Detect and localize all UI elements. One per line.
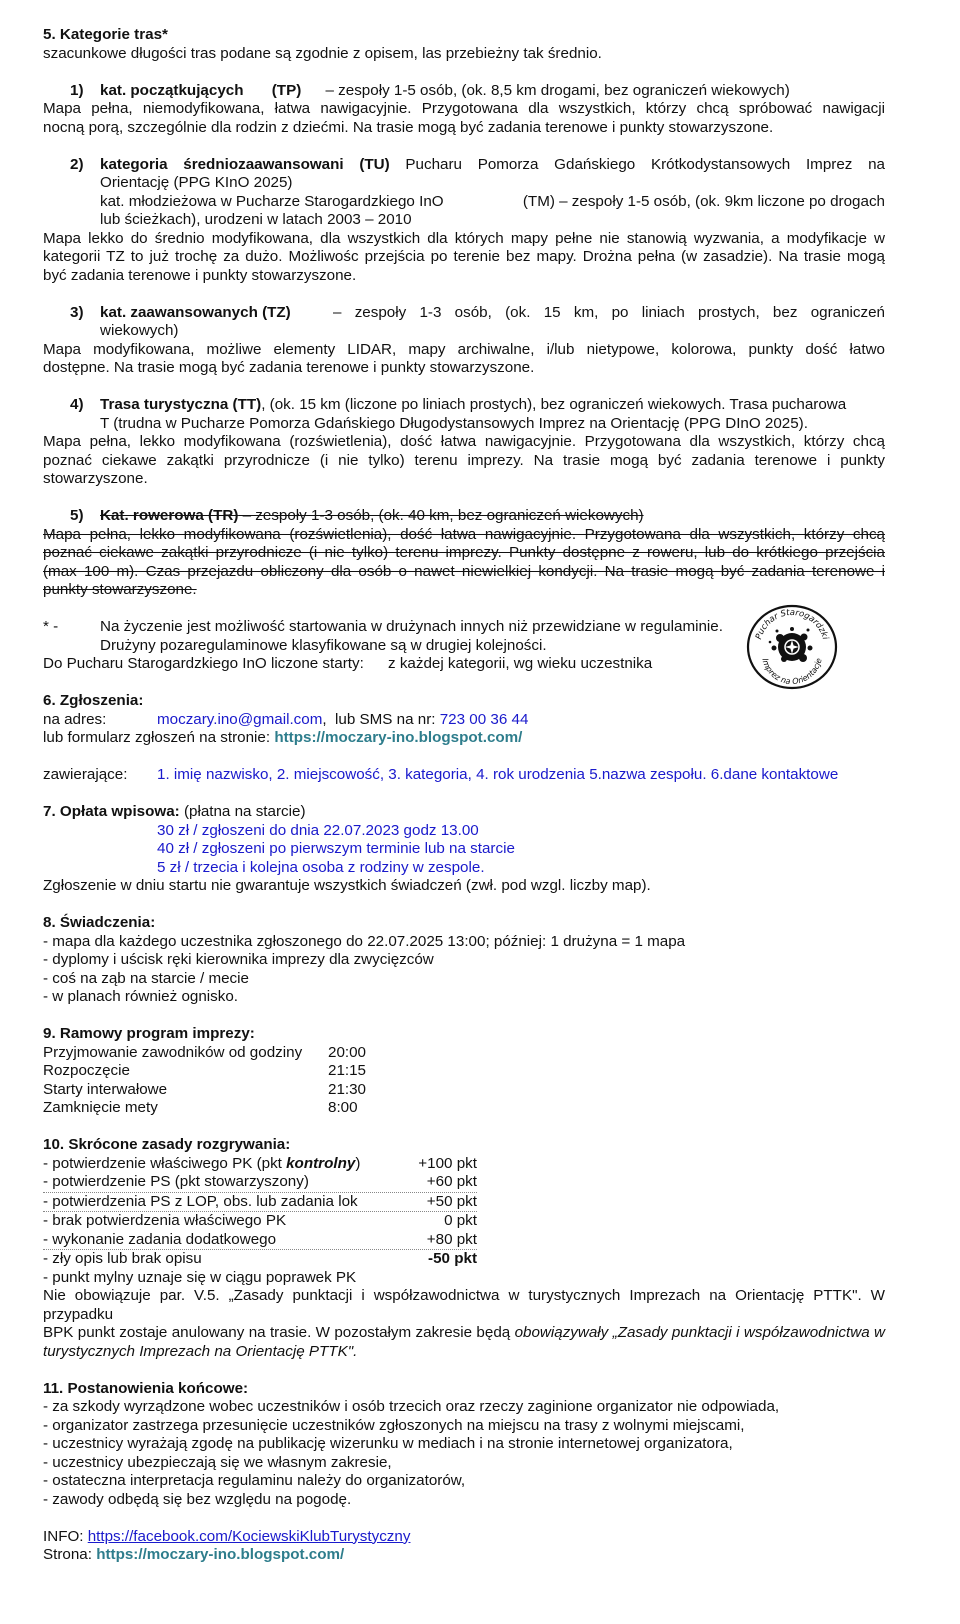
category-code: (TP) — [271, 81, 302, 99]
final-provision: - zawody odbędą się bez względu na pogodę. — [43, 1490, 352, 1508]
section-11-title: 11. Postanowienia końcowe: — [43, 1379, 249, 1397]
facebook-link[interactable]: https://facebook.com/KociewskiKlubTurystyczny — [87, 1527, 411, 1545]
section-9-title: 9. Ramowy program imprezy: — [43, 1025, 255, 1042]
contact-line: na adres: moczary.ino@gmail.com, lub SMS na nr: 723 00 36 44 — [43, 710, 529, 728]
final-provision: - uczestnicy ubezpieczają się we własnym zakresie, — [43, 1453, 392, 1471]
final-provision: - organizator zastrzega przesunięcie uczestników zgłoszonych na miejscu na trasy z wolnymi miejscami, — [43, 1416, 745, 1434]
benefit-item: - coś na ząb na starcie / mecie — [43, 969, 249, 987]
program-row: Rozpoczęcie 21:15 — [43, 1062, 367, 1079]
form-url-link[interactable]: https://moczary-ino.blogspot.com/ — [274, 729, 523, 746]
category-tt: 4) Trasa turystyczna (TT), (ok. 15 km (liczone po liniach prostych), bez ograniczeń wiekowych. Trasa pucharowa — [70, 396, 847, 413]
section-8-title: 8. Świadczenia: — [43, 914, 156, 931]
category-name: Kat. rowerowa (TR) — [100, 507, 239, 524]
puchar-starogardzki-stamp-logo — [746, 604, 838, 690]
category-tp: 1) kat. początkujących (TP) – zespoły 1-5 osób, (ok. 8,5 km drogami, bez ograniczeń wiekowych) — [70, 81, 790, 99]
form-line: lub formularz zgłoszeń na stronie: https://moczary-ino.blogspot.com/ — [43, 729, 523, 746]
site-line: Strona: https://moczary-ino.blogspot.com/ — [43, 1546, 345, 1563]
category-tm: kat. młodzieżowa w Pucharze Starogardzkiego InO (TM) – zespoły 1-5 osób, (ok. 9km liczone po drogach — [100, 192, 885, 210]
section-5-title: 5. Kategorie tras* — [43, 26, 168, 43]
section-7-title: 7. Opłata wpisowa: (płatna na starcie) — [43, 803, 306, 820]
section-6-title: 6. Zgłoszenia: — [43, 692, 144, 709]
regulations-document: 5. Kategorie tras* szacunkowe długości tras podane są zgodnie z opisem, las przebieżny tak średnio. 1) kat. początkujących (TP) – zespoły 1-5 osób, (ok. 8,5 km drogami, bez ograniczeń wiekowych) Mapa pełna, niemodyfikowana, łatwa nawigacyjnie. Przygotowana dla wszystkich, którzy chcą spróbować nawigacji nocną porą, szczególnie dla rodzin z dziećmi. Na trasie mogą być zadania terenowe i punkty stowarzyszone. 2) kategoria średniozaawansowani (TU) Pucharu Pomorza Gdańskiego Krótkodystansowych Imprez na Orientację (PPG KInO 2025) kat. młodzieżowa w Pucharze Starogardzkiego InO (TM) – zespoły 1-5 osób, (ok. 9km liczone po drogach lub ścieżkach), urodzeni w latach 2003 – 2010 Mapa lekko do średnio modyfikowana, dla wszystkich dla których mapy pełne nie stanowią wyzwania, a modyfikacje w kategorii TZ to już trochę za dużo. Możliwośc przejścia po terenie bez mapy. Drożna pełna (w zasadzie). Na trasie mogą być zadania terenowe i punkty stowarzyszone. 3) kat. zaawansowanych (TZ) – zespoły 1-3 osób, (ok. 15 km, po liniach prostych, bez ograniczeń wiekowych) Mapa modyfikowana, możliwe elementy LIDAR, mapy archiwalne, i/lub nietypowe, kolorowa, punkty dość łatwo dostępne. Na trasie mogą być zadania terenowe i punkty stowarzyszone. 4) Trasa turystyczna (TT), (ok. 15 km (liczone po liniach prostych), bez ograniczeń wiekowych. Trasa pucharowa T (trudna w Pucharze Pomorza Gdańskiego Długodystansowych Imprez na Orientację (PPG DInO 2025). Mapa pełna, lekko modyfikowana (rozświetlenia), dość łatwa nawigacyjnie. Przygotowana dla wszystkich, którzy chcą poznać ciekawe zakątki przyrodnicze (i nie tylko) terenu imprezy. Na trasie mogą być zadania terenowe i punkty stowarzyszone. 5) Kat. rowerowa (TR) – zespoły 1-3 osób, (ok. 40 km, bez ograniczeń wiekowych) Mapa pełna, lekko modyfikowana (rozświetlenia), dość łatwa nawigacyjnie. Przygotowana dla wszystkich, którzy chcą poznać ciekawe zakątki przyrodnicze (i nie tylko) terenu imprezy. Punkty dostępne z roweru, lub do krótkiego przejścia (max 100 m). Czas przejazdu obliczony dla osób o nawet niewielkiej kondycji. Na trasie mogą być zadania terenowe i punkty stowarzyszone. * - Na życzenie jest możliwość startowania w drużynach innych niż przewidziane w regulaminie. Drużyny pozaregulaminowe klasyfikowane są w drugiej kolejności. Do Pucharu Starogardzkiego InO liczone starty: z każdej kategorii, wg wieku uczestnika 6. Zgłoszenia: na adres: moczary.ino@gmail.com, lub SMS na nr: 723 00 36 44 lub formularz zgłoszeń na stronie: https://moczary-ino.blogspot.com/ zawierające: 1. imię nazwisko, 2. miejscowość, 3. kategoria, 4. rok urodzenia 5.nazwa zespołu. 6.dane kontaktowe 7. Opłata wpisowa: (płatna na starcie) 30 zł / zgłoszeni do dnia 22.07.2023 godz 13.00 40 zł / zgłoszeni po pierwszym terminie lub na starcie 5 zł / trzecia i kolejna osoba z rodziny w zespole. Zgłoszenie w dniu startu nie gwarantuje wszystkich świadczeń (zwł. pod wzgl. liczby map). 8. Świadczenia: - mapa dla każdego uczestnika zgłoszonego do 22.07.2025 13:00; później: 1 drużyna = 1 mapa - dyplomy i uścisk ręki kierownika imprezy dla zwycięzców - coś na ząb na starcie / mecie - w planach również ognisko. 9. Ramowy program imprezy: Przyjmowanie zawodników od godziny 20:00 Rozpoczęcie 21:15 Starty interwałowe 21:30 Zamknięcie mety 8:00 10. Skrócone zasady rozgrywania: - potwierdzenie właściwego PK (pkt kontrolny) +100 pkt - potwierdzenie PS (pkt stowarzyszony) +60 pkt - potwierdzenia PS z LOP, obs. lub zadania lok +50 pkt - brak potwierdzenia właściwego PK 0 pkt - wykonanie zadania dodatkowego +80 pkt - zły opis lub brak opisu -50 pkt - punkt mylny uznaje się w ciągu poprawek PK Nie obowiązuje par. V.5. „Zasady punktacji i współzawodnictwa w turystycznych Imprezach na Orientację PTTK". W przypadku BPK punkt zostaje anulowany na trasie. W pozostałym zakresie będą obowiązywały „Zasady punktacji i współzawodnictwa w turystycznych Imprezach na Orientację PTTK". 11. Postanowienia końcowe: - za szkody wyrządzone wobec uczestników i osób trzecich oraz rzeczy zaginione organizator nie odpowiada, - organizator zastrzega przesunięcie uczestników zgłoszonych na miejscu na trasy z wolnymi miejscami, - uczestnicy wyrażają zgodę na publikację wizerunku w mediach i na stronie internetowej organizatora, - uczestnicy ubezpieczają się we własnym zakresie, - ostateczna interpretacja regulaminu należy do organizatorów, - zawody odbędą się bez względu na pogodę. INFO: https://facebook.com/KociewskiKlubTurystyczny Strona: https://moczary-ino.blogspot.com/ — [43, 26, 885, 1563]
footnote: * - Na życzenie jest możliwość startowania w drużynach innych niż przewidziane w regulaminie. — [43, 618, 723, 635]
phone-number: 723 00 36 44 — [439, 710, 529, 728]
section-10-title: 10. Skrócone zasady rozgrywania: — [43, 1136, 291, 1153]
final-provision: - ostateczna interpretacja regulaminu należy do organizatorów, — [43, 1472, 466, 1489]
scoring-row: - potwierdzenie właściwego PK (pkt kontrolny) +100 pkt — [43, 1154, 477, 1172]
program-row: Zamknięcie mety 8:00 — [43, 1099, 358, 1116]
scoring-row: - potwierdzenia PS z LOP, obs. lub zadania lok +50 pkt — [43, 1193, 477, 1213]
fee-item: 40 zł / zgłoszeni po pierwszym terminie lub na starcie — [157, 840, 515, 857]
email-link[interactable]: moczary.ino@gmail.com — [157, 710, 323, 728]
scoring-row: - zły opis lub brak opisu -50 pkt — [43, 1250, 477, 1267]
svg-text:Puchar Starogardzki: Puchar Starogardzki — [754, 607, 830, 641]
category-name: kat. zaawansowanych (TZ) — [100, 303, 291, 321]
fee-item: 5 zł / trzecia i kolejna osoba z rodziny w zespole. — [157, 858, 485, 876]
benefit-item: - dyplomy i uścisk ręki kierownika imprezy dla zwycięzców — [43, 951, 434, 968]
cup-info: Do Pucharu Starogardzkiego InO liczone starty: z każdej kategorii, wg wieku uczestnika — [43, 655, 653, 672]
benefit-item: - mapa dla każdego uczestnika zgłoszonego do 22.07.2025 13:00; później: 1 drużyna = 1 mapa — [43, 932, 686, 950]
section-5-intro: szacunkowe długości tras podane są zgodnie z opisem, las przebieżny tak średnio. — [43, 44, 602, 62]
scoring-row: - potwierdzenie PS (pkt stowarzyszony) +60 pkt — [43, 1173, 477, 1193]
category-name: kat. początkujących — [100, 81, 244, 99]
site-link[interactable]: https://moczary-ino.blogspot.com/ — [96, 1546, 345, 1563]
category-tr-cancelled: 5) Kat. rowerowa (TR) – zespoły 1-3 osób, (ok. 40 km, bez ograniczeń wiekowych) — [70, 507, 644, 524]
contains-line: zawierające: 1. imię nazwisko, 2. miejscowość, 3. kategoria, 4. rok urodzenia 5.nazwa zespołu. 6.dane kontaktowe — [43, 766, 839, 783]
scoring-row: - brak potwierdzenia właściwego PK 0 pkt — [43, 1212, 477, 1229]
program-row: Starty interwałowe 21:30 — [43, 1080, 367, 1098]
category-name: kategoria średniozaawansowani (TU) — [100, 155, 390, 173]
scoring-row: - wykonanie zadania dodatkowego +80 pkt — [43, 1231, 477, 1251]
fee-item: 30 zł / zgłoszeni do dnia 22.07.2023 godz 13.00 — [157, 821, 479, 839]
svg-text:Imprez na Orientacje: Imprez na Orientacje — [760, 657, 824, 687]
final-provision: - uczestnicy wyrażają zgodę na publikację wizerunku w mediach i na stronie internetowej organizatora, — [43, 1435, 733, 1452]
info-line: INFO: https://facebook.com/KociewskiKlubTurystyczny — [43, 1527, 411, 1545]
category-name: Trasa turystyczna (TT) — [100, 396, 262, 413]
benefit-item: - w planach również ognisko. — [43, 988, 239, 1005]
category-tu: 2) kategoria średniozaawansowani (TU) Pucharu Pomorza Gdańskiego Krótkodystansowych Imprez na — [70, 155, 885, 173]
category-tz: 3) kat. zaawansowanych (TZ) – zespoły 1-3 osób, (ok. 15 km, po liniach prostych, bez ograniczeń — [70, 303, 885, 321]
final-provision: - za szkody wyrządzone wobec uczestników i osób trzecich oraz rzeczy zaginione organizator nie odpowiada, — [43, 1398, 780, 1415]
program-row: Przyjmowanie zawodników od godziny 20:00 — [43, 1043, 367, 1061]
